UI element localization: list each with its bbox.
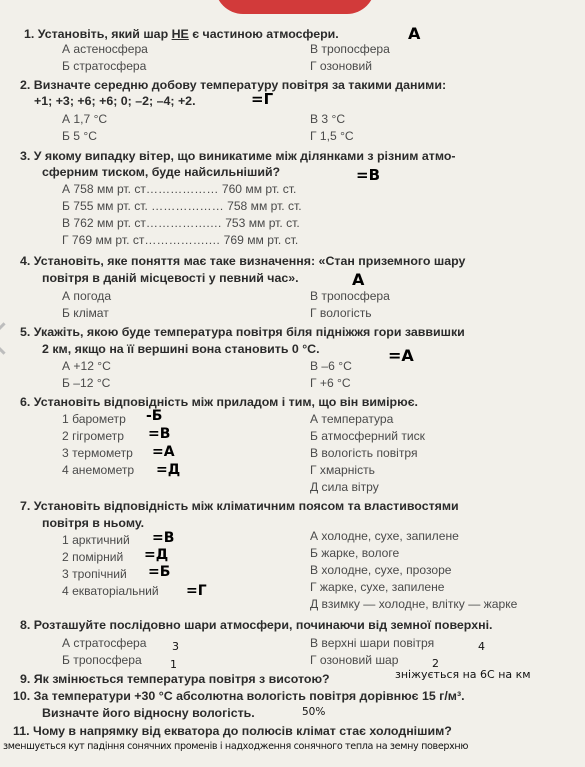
question-1-text: 1. Установіть, який шар	[24, 27, 169, 41]
option-8b: Б тропосфера	[62, 653, 142, 667]
option-4a: А погода	[62, 289, 112, 303]
match-6-right-e: Д сила вітру	[310, 480, 379, 494]
option-3d: Г 769 мм рт. ст…………….… 769 мм рт. ст.	[62, 233, 299, 247]
question-1	[24, 26, 339, 42]
match-6-right-c: В вологість повітря	[310, 446, 418, 460]
match-7-left-2: 2 помірний	[62, 550, 124, 564]
option-2d: Г 1,5 °С	[310, 129, 354, 143]
option-8a: А стратосфера	[62, 636, 147, 650]
header-tab-decoration	[215, 0, 375, 14]
question-10-line-1: 10. За температури +30 °С абсолютна вологість повітря дорівнює 15 г/м³.	[13, 689, 465, 703]
question-1-text-end: є частиною атмосфери.	[192, 27, 339, 41]
answer-7-2: =Д	[144, 547, 169, 563]
match-6-right-d: Г хмарність	[310, 463, 375, 477]
option-4d: Г вологість	[310, 306, 372, 320]
option-3b: Б 755 мм рт. ст. ……………… 758 мм рт. ст.	[62, 199, 302, 213]
answer-9: зніжується на 6С на км	[395, 668, 531, 681]
match-6-right-a: А температура	[310, 412, 394, 426]
answer-2: =Г	[251, 90, 274, 108]
option-2b: Б 5 °С	[62, 129, 97, 143]
match-6-left-2: 2 гігрометр	[62, 429, 124, 443]
answer-6-2: =В	[148, 426, 171, 442]
match-6-left-4: 4 анемометр	[62, 463, 135, 477]
answer-6-1: -Б	[146, 408, 163, 424]
option-4b: Б клімат	[62, 306, 109, 320]
question-8-line-1: 8. Розташуйте послідовно шари атмосфери, починаючи від земної поверхні.	[20, 618, 493, 632]
match-7-left-3: 3 тропічний	[62, 567, 127, 581]
question-7-line-1: 7. Установіть відповідність між кліматичним поясом та властивостями	[20, 499, 459, 513]
answer-8d: 2	[432, 657, 439, 670]
option-2c: В 3 °С	[310, 112, 346, 126]
answer-6-4: =Д	[156, 462, 181, 478]
question-10-line-2: Визначте його відносну вологість.	[42, 706, 255, 720]
question-1-emphasis: НЕ	[171, 27, 189, 41]
answer-3: =В	[356, 166, 381, 184]
option-5d: Г +6 °С	[310, 376, 351, 390]
option-8c: В верхні шари повітря	[310, 636, 435, 650]
match-6-left-3: 3 термометр	[62, 446, 133, 460]
match-7-right-a: А холодне, сухе, запилене	[310, 529, 459, 543]
question-3-line-1: 3. У якому випадку вітер, що виникатиме між ділянками з різним атмо-	[20, 149, 456, 163]
answer-8a: 3	[172, 640, 179, 653]
question-5-line-1: 5. Укажіть, якою буде температура повітря біля підніжжя гори заввишки	[20, 325, 465, 339]
question-2-line-1: 2. Визначте середню добову температуру повітря за такими даними:	[20, 78, 447, 92]
question-11-line-1: 11. Чому в напрямку від екватора до полюсів клімат стає холоднішим?	[13, 724, 452, 738]
option-5b: Б –12 °С	[62, 376, 111, 390]
answer-7-3: =Б	[148, 564, 171, 580]
question-9: 9. Як змінюється температура повітря з висотою?	[20, 672, 330, 686]
chevron-left-icon[interactable]	[0, 322, 20, 355]
option-3a: А 758 мм рт. ст……………… 760 мм рт. ст.	[62, 182, 297, 196]
option-5a: А +12 °С	[62, 359, 111, 373]
answer-4: А	[352, 270, 365, 289]
match-6-left-1: 1 барометр	[62, 412, 126, 426]
match-6-right-b: Б атмосферний тиск	[310, 429, 425, 443]
question-7-line-2: повітря в ньому.	[42, 516, 145, 530]
option-3c: В 762 мм рт. ст…………….… 753 мм рт. ст.	[62, 216, 300, 230]
question-3-line-2: сферним тиском, буде найсильніший?	[42, 165, 281, 179]
answer-6-3: =А	[152, 444, 175, 460]
match-7-right-b: Б жарке, вологе	[310, 546, 400, 560]
answer-1: А	[408, 24, 421, 43]
option-2a: А 1,7 °С	[62, 112, 108, 126]
option-5c: В –6 °С	[310, 359, 352, 373]
question-2-line-2: +1; +3; +6; +6; 0; –2; –4; +2.	[34, 94, 196, 108]
match-7-left-1: 1 арктичний	[62, 533, 130, 547]
match-7-right-e: Д взимку — холодне, влітку — жарке	[310, 597, 518, 611]
option-1d: Г озоновий	[310, 59, 372, 73]
answer-7-1: =В	[152, 530, 175, 546]
question-4-line-2: повітря в даній місцевості у певний час».	[42, 271, 299, 285]
answer-10: 50%	[302, 706, 326, 718]
option-1b: Б стратосфера	[62, 59, 147, 73]
option-1c: В тропосфера	[310, 42, 390, 56]
answer-5: =А	[388, 346, 414, 365]
option-4c: В тропосфера	[310, 289, 390, 303]
answer-8c: 4	[478, 640, 485, 653]
match-7-right-c: В холодне, сухе, прозоре	[310, 563, 452, 577]
question-5-line-2: 2 км, якщо на її вершині вона становить 0 °С.	[42, 342, 320, 356]
answer-11: зменшується кут падіння сонячних променів і надходження сонячного тепла на земну поверхню	[3, 741, 469, 752]
question-4-line-1: 4. Установіть, яке поняття має таке визначення: «Стан приземного шару	[20, 254, 466, 268]
answer-7-4: =Г	[186, 583, 207, 599]
match-7-left-4: 4 екваторіальний	[62, 584, 159, 598]
answer-8b: 1	[170, 658, 177, 671]
match-7-right-d: Г жарке, сухе, запилене	[310, 580, 445, 594]
question-6-line-1: 6. Установіть відповідність між приладом і тим, що він вимірює.	[20, 395, 418, 409]
option-1a: А астеносфера	[62, 42, 148, 56]
option-8d: Г озоновий шар	[310, 653, 399, 667]
